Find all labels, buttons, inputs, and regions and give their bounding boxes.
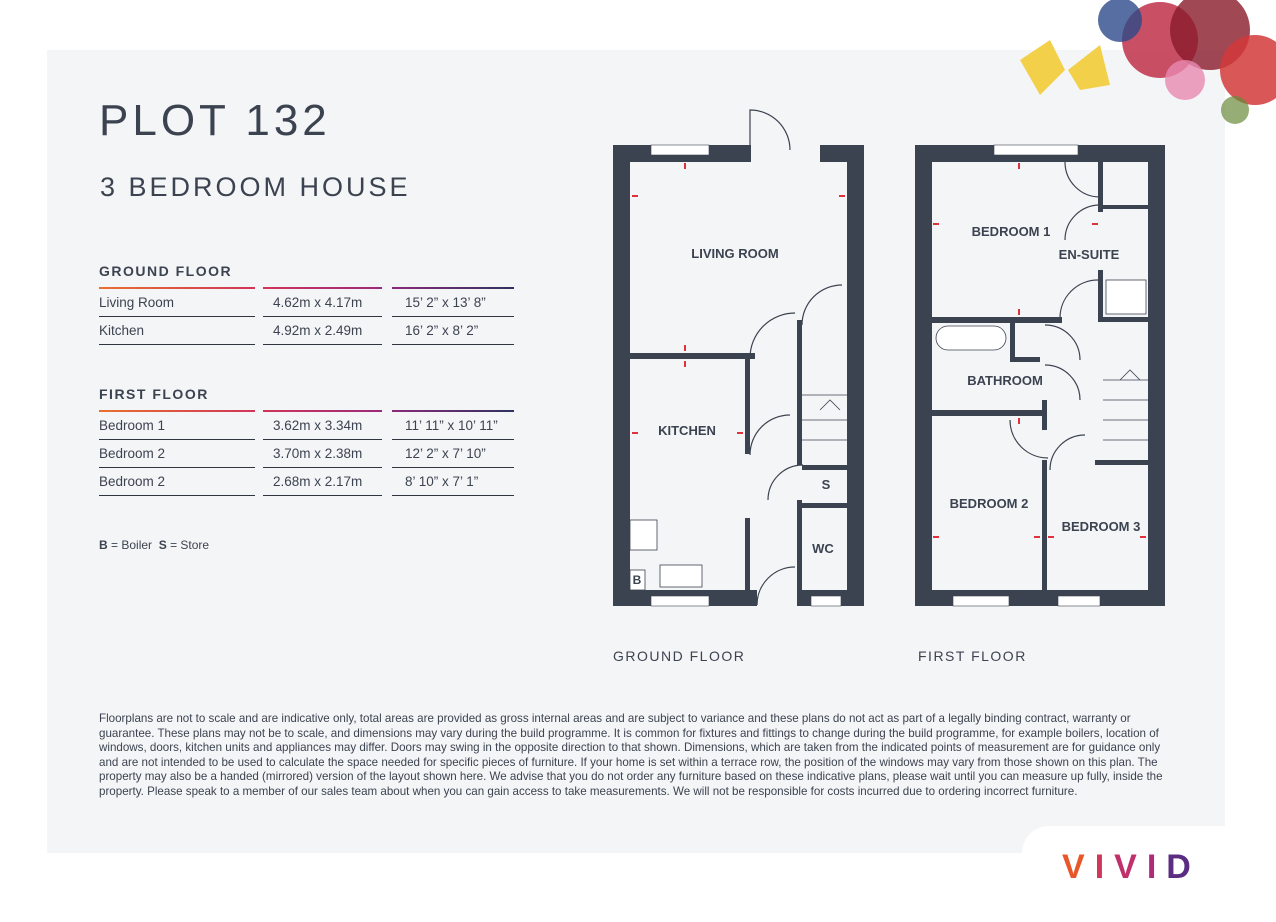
first-floor-heading: FIRST FLOOR	[99, 386, 209, 402]
room-name: Kitchen	[99, 323, 145, 338]
legend-store-text: = Store	[170, 538, 210, 552]
room-label-bedroom-2: BEDROOM 2	[949, 496, 1029, 511]
room-name: Bedroom 2	[99, 474, 166, 489]
first-floor-plan	[915, 145, 1165, 606]
ground-floor-plan	[613, 110, 864, 606]
measure-markers	[632, 163, 845, 434]
disclaimer-text: Floorplans are not to scale and are indicative only, total areas are provided as gross internal areas and are subject to variance and these plans do not act as part of a legally binding contract, warranty or guarantee. These plans may not be to scale, and dimensions may vary during the build programme. It is common for fixtures and fittings to change during the build programme, for example boilers, location of windows, doors, kitchen units and appliances may differ. Doors may swing in the opposite direction to that shown. Dimensions, which are taken from the indicated points of measurement are for guidance only and are not intended to be used to calculate the space needed for specific pieces of furniture. If your home is set within a terrace row, the position of the windows may vary from those shown on this plan. The property may also be a handed (mirrored) version of the layout shown here. We advise that you do not order any furniture based on these indicative plans, please wait until you can measure up fully, inside the property. Please speak to a member of our sales team about when you can gain access to take measurements. We will not be responsible for costs incurred due to ordering incorrect furniture.	[99, 712, 1163, 798]
room-metric: 4.62m x 4.17m	[273, 295, 363, 310]
room-label-bathroom: BATHROOM	[967, 373, 1043, 388]
room-label-kitchen: KITCHEN	[658, 423, 716, 438]
ground-floor-plan-label: GROUND FLOOR	[613, 648, 746, 664]
room-imperial: 16’ 2” x 8’ 2”	[405, 323, 479, 338]
room-metric: 3.62m x 3.34m	[273, 418, 363, 433]
legend-boiler-text: = Boiler	[111, 538, 153, 552]
legend-store-key: S	[158, 538, 167, 552]
room-imperial: 12’ 2” x 7’ 10”	[405, 446, 486, 461]
room-label-bedroom-3: BEDROOM 3	[1061, 519, 1141, 534]
room-label-living: LIVING ROOM	[691, 246, 779, 261]
room-imperial: 11’ 11” x 10’ 11”	[405, 418, 498, 433]
room-metric: 4.92m x 2.49m	[273, 323, 363, 338]
legend-boiler-key: B	[99, 538, 108, 552]
room-label-store: S	[821, 477, 831, 492]
house-type: 3 BEDROOM HOUSE	[100, 172, 411, 202]
room-label-wc: WC	[812, 541, 834, 556]
first-floor-plan-label: FIRST FLOOR	[918, 648, 1027, 664]
room-imperial: 15’ 2” x 13’ 8”	[405, 295, 486, 310]
room-name: Bedroom 1	[99, 418, 166, 433]
room-name: Bedroom 2	[99, 446, 166, 461]
ground-floor-heading: GROUND FLOOR	[99, 263, 233, 279]
room-imperial: 8’ 10” x 7’ 1”	[405, 474, 479, 489]
measure-markers	[933, 163, 1146, 538]
plot-title: PLOT 132	[99, 96, 331, 145]
room-metric: 3.70m x 2.38m	[273, 446, 363, 461]
room-label-en-suite: EN-SUITE	[1058, 247, 1120, 262]
room-metric: 2.68m x 2.17m	[273, 474, 363, 489]
vivid-logo: VIVID	[1062, 848, 1201, 886]
room-label-bedroom-1: BEDROOM 1	[971, 224, 1051, 239]
boiler-label: B	[632, 573, 642, 587]
room-name: Living Room	[99, 295, 175, 310]
